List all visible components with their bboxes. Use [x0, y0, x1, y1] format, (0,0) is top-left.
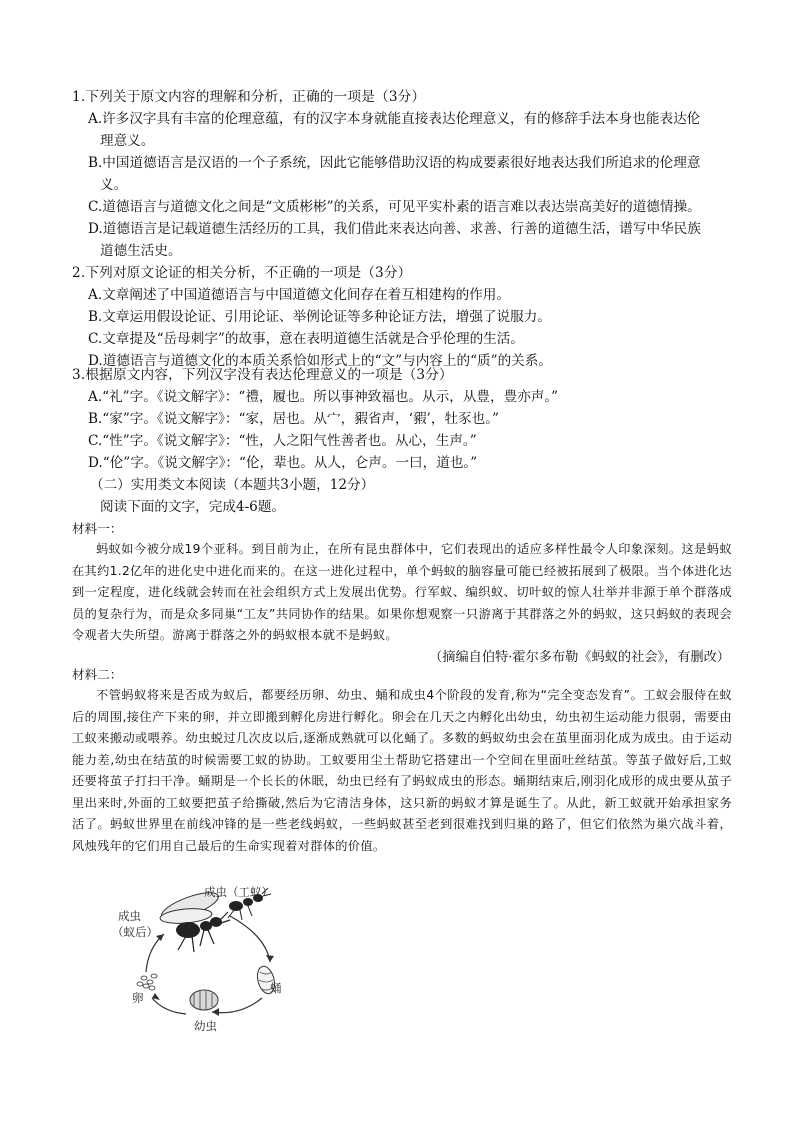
option-d: D.道德语言与道德文化的本质关系恰如形式上的“文”与内容上的“质”的关系。 [88, 353, 552, 369]
option-c: C.道德语言与道德文化之间是“文质彬彬”的关系，可见平实朴素的语言难以表达崇高美好的道德情操。 [88, 199, 701, 215]
label-adult-queen-line2: （蚁后） [112, 925, 158, 939]
ant-life-cycle-figure [108, 876, 298, 1036]
label-egg: 卵 [132, 991, 144, 1005]
option-b: B.“家”字。《说文解字》：“家，居也。从宀，豭省声，‘豭’，牡豕也。” [88, 411, 499, 427]
eggs-icon [137, 974, 157, 990]
question-stem: 1.下列关于原文内容的理解和分析，正确的一项是（3分） [72, 89, 426, 105]
section-header [72, 474, 732, 518]
question-2 [72, 262, 732, 372]
material-label: 材料一： [72, 521, 123, 536]
option-a: A.“礼”字。《说文解字》：“禮，履也。所以事神致福也。从示，从豊，豊亦声。” [88, 389, 559, 405]
option-a-continued: 理意义。 [100, 133, 155, 149]
option-d: D.道德语言是记载道德生活经历的工具，我们借此来表达向善、求善、行善的道德生活，谱写中华民族 [88, 221, 701, 237]
question-1 [72, 86, 732, 262]
material-label: 材料二： [72, 667, 123, 682]
material-2 [72, 664, 732, 857]
option-b-continued: 义。 [100, 177, 128, 193]
label-adult-worker: 成虫（工蚁） [204, 885, 273, 899]
option-c: C.“性”字。《说文解字》：“性，人之阳气性善者也。从心，生声。” [88, 433, 477, 449]
label-larva: 幼虫 [194, 1019, 217, 1033]
option-c: C.文章提及“岳母刺字”的故事，意在表明道德生活就是合乎伦理的生活。 [88, 331, 524, 347]
material-paragraph: 蚂蚁如今被分成19个亚科。到目前为止，在所有昆虫群体中，它们表现出的适应多样性最令人印象深刻。这是蚂蚁在其约1.2亿年的进化史中进化而来的。在这一进化过程中，单个蚂蚁的脑容量可能已经被拓展到了极限。当个体进化达到一定程度，进化线就会转而在社会组织方式上发展出优势。行军蚁、编织蚁、切叶蚁的惊人壮举并非源于单个群落成员的复杂行为，而是众多同巢“工友”共同协作的结果。如果你想观察一只游离于其群落之外的蚂蚁，这只蚂蚁的表现会令观者大失所望。游离于群落之外的蚂蚁根本就不是蚂蚁。 [72, 542, 732, 642]
material-source: （摘编自伯特·霍尔多布勒《蚂蚁的社会》，有删改） [429, 649, 730, 665]
option-d-continued: 道德生活史。 [100, 243, 182, 259]
question-stem: 3.根据原文内容，下列汉字没有表达伦理意义的一项是（3分） [72, 367, 453, 383]
question-stem: 2.下列对原文论证的相关分析，不正确的一项是（3分） [72, 265, 412, 281]
option-d: D.“伦”字。《说文解字》：“伦，辈也。从人，仑声。一曰，道也。” [88, 455, 478, 471]
option-b: B.中国道德语言是汉语的一个子系统，因此它能够借助汉语的构成要素很好地表达我们所追求的伦理意 [88, 155, 701, 171]
option-b: B.文章运用假设论证、引用论证、举例论证等多种论证方法，增强了说服力。 [88, 309, 551, 325]
question-3 [72, 364, 732, 474]
life-cycle-drawing [108, 876, 298, 1036]
option-a: A.文章阐述了中国道德语言与中国道德文化间存在着互相建构的作用。 [88, 287, 510, 303]
label-pupa: 蛹 [270, 981, 282, 995]
material-paragraph: 不管蚂蚁将来是否成为蚁后，都要经历卵、幼虫、蛹和成虫4个阶段的发育,称为“完全变态发育”。工蚁会服侍在蚁后的周围,接住产下来的卵，并立即搬到孵化房进行孵化。卵会在几天之内孵化出幼虫，幼虫初生运动能力很弱，需要由工蚁来搬动或喂养。幼虫蜕过几次皮以后,逐渐成熟就可以化蛹了。多数的蚂蚁幼虫会在茧里面羽化成为成虫。由于运动能力差,幼虫在结茧的时候需要工蚁的协助。工蚁要用尘土帮助它搭建出一个空间在里面吐丝结茧。等茧子做好后,工蚁还要将茧子打扫干净。蛹期是一个长长的休眠，幼虫已经有了蚂蚁成虫的形态。蛹期结束后,刚羽化成形的成虫要从茧子里出来时,外面的工蚁要把茧子给撕破,然后为它清洁身体，这只新的蚂蚁才算是诞生了。从此，新工蚁就开始承担家务活了。蚂蚁世界里在前线冲锋的是一些老线蚂蚁，一些蚂蚁甚至老到很难找到归巢的路了，但它们依然为巢穴战斗着，风烛残年的它们用自己最后的生命实现着对群体的价值。 [72, 688, 732, 853]
section-instruction: 阅读下面的文字，完成4-6题。 [100, 499, 286, 515]
section-title: （二）实用类文本阅读（本题共3小题，12分） [90, 477, 375, 493]
option-a: A.许多汉字具有丰富的伦理意蕴，有的汉字本身就能直接表达伦理意义，有的修辞手法本身也能表达伦 [88, 111, 701, 127]
label-adult-queen-line1: 成虫 [118, 909, 141, 923]
material-1 [72, 518, 732, 669]
larva-icon [190, 990, 218, 1010]
